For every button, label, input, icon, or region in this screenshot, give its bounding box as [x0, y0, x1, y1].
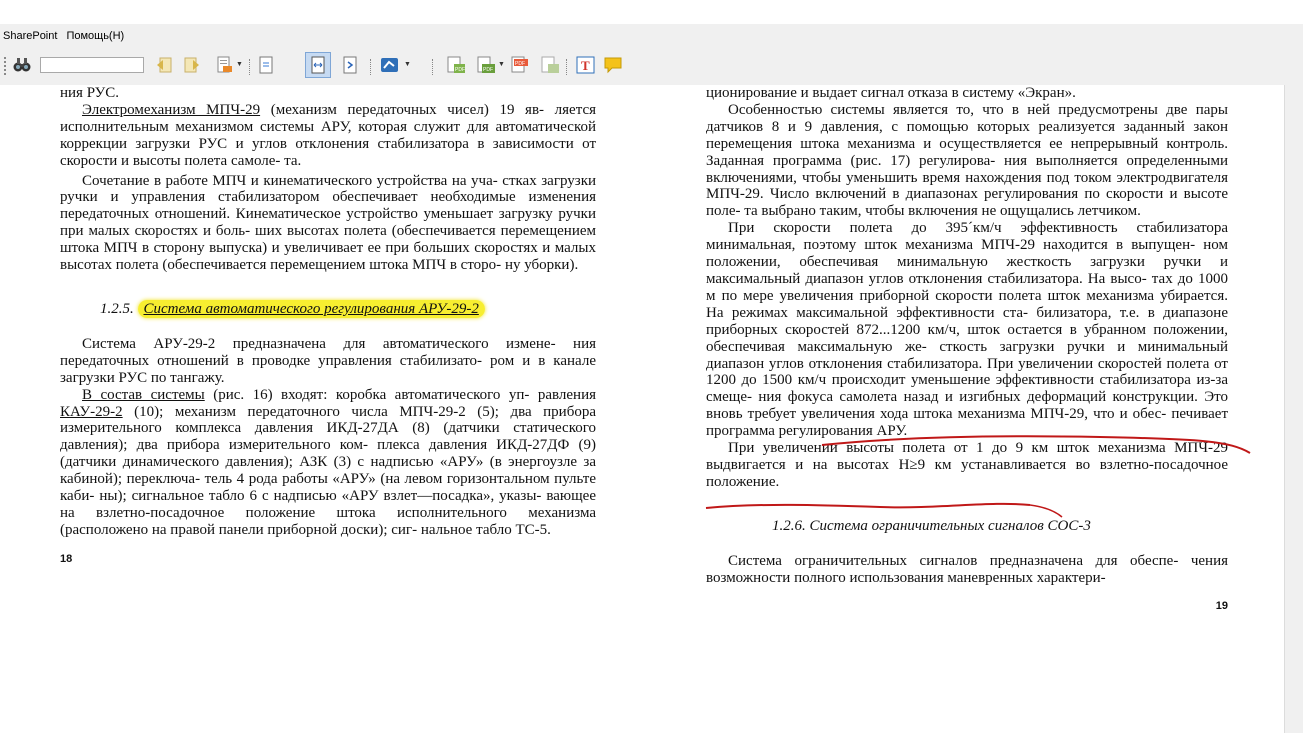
pdf-convert-icon[interactable] — [476, 55, 496, 75]
annotate-icon[interactable] — [380, 55, 400, 75]
text-line: для автоматической коррекции загрузки РУС и углов отклонения — [60, 118, 597, 152]
page-number-right: 19 — [1215, 600, 1228, 613]
text-line: сторону выпуска) и увеличивает ее при больших скоростях и малых — [153, 240, 596, 257]
pdf-convert-dropdown-icon[interactable]: ▼ — [498, 61, 505, 68]
text-line: (механизм передаточных чисел) 19 яв- — [260, 101, 545, 118]
paragraph-composition — [60, 387, 596, 539]
next-page-icon[interactable] — [182, 55, 202, 75]
text-line: (10); механизм передаточного числа МПЧ-29-2 — [122, 403, 466, 420]
text-line: (5); два прибора измерительного комплекса давления ИКД-27ДА (8) — [60, 403, 596, 437]
text-line: две пары датчиков 8 и 9 давления, с помощью которых реализуется — [706, 101, 1228, 135]
page-right — [706, 85, 1228, 615]
text-line: и максимальный диапазон углов отклонения стабилизатора. На высо- — [706, 254, 1228, 287]
text-line: плекса давления ИКД-27ДФ (9) (датчики динамического давления); — [60, 437, 596, 471]
text-line: АЗК (3) с надписью «АРУ» (в энергоузле за кабиной); переключа- — [60, 454, 596, 488]
vertical-scrollbar[interactable] — [1284, 85, 1303, 733]
find-icon[interactable] — [12, 55, 32, 75]
section-heading-1-2-5 — [100, 301, 596, 318]
text-line: ния передаточных отношений в проводке управления стабилизато- — [60, 335, 597, 369]
paragraph-electromechanism — [60, 102, 596, 170]
text-line: непрерывный контроль. Заданная программа (рис. 17) регулирова- — [706, 135, 1229, 169]
text-line: (рис. 16) входят: коробка автоматического уп- — [204, 386, 530, 403]
text-line: механизма убирается. На режимах максимальной эффективности ста- — [706, 287, 1228, 321]
fit-page-icon[interactable] — [256, 55, 276, 75]
text-line: Система ограничительных сигналов предназначена для обеспе- — [728, 552, 1179, 569]
term-kau: КАУ-29-2 — [60, 403, 123, 420]
window-top-area — [0, 0, 1303, 24]
find-input[interactable] — [40, 57, 144, 73]
text-line: равления — [537, 386, 596, 403]
text-line: Система АРУ-29-2 предназначена для автоматического измене- — [82, 335, 556, 352]
paragraph-aru-purpose — [60, 336, 596, 387]
svg-text:PDF: PDF — [483, 67, 493, 73]
menu-item-help[interactable]: Помощь(H) — [66, 29, 125, 42]
paragraph-combination — [60, 173, 596, 274]
text-line: стабилизатора в зависимости от скорости и высоты полета самоле- — [60, 135, 597, 169]
text-line: вающее на взлетно-посадочное положение штока исполнительного — [60, 488, 596, 521]
text-line: чения возможности полного использования маневренных характери- — [706, 552, 1228, 586]
text-line: тель 4 рода работы «АРУ» (на левом горизонтальном пульте каби- — [60, 471, 597, 505]
toolbar-separator — [249, 59, 251, 75]
prev-page-icon[interactable] — [154, 55, 174, 75]
export-icon[interactable] — [214, 55, 234, 75]
text-line: При увеличении высоты полета от 1 до 9 км шток механизма — [728, 440, 1166, 457]
section-heading-1-2-6: 1.2.6. Система ограничительных сигналов СОС-3 — [772, 517, 1091, 534]
fit-width-icon[interactable] — [305, 52, 331, 78]
svg-text:PDF: PDF — [515, 61, 525, 67]
svg-text:T: T — [581, 58, 590, 73]
text-line: та выбрано таким, чтобы включения не ощущались летчиком. — [744, 203, 1141, 220]
text-line: ном положении, обеспечивая минимальную жесткость загрузки ручки — [706, 237, 1229, 271]
paragraph-speed — [706, 220, 1228, 440]
text-line: та. — [284, 152, 302, 169]
toolbar-grip[interactable] — [4, 57, 8, 75]
paragraph-sos — [706, 553, 1228, 587]
text-line: нальное табло ТС-5. — [420, 521, 551, 538]
comment-icon[interactable] — [603, 55, 623, 75]
text-line: включений в диапазонах регулирования по скорости и высоте поле- — [706, 186, 1229, 220]
toolbar — [0, 47, 1303, 86]
pdf-print-icon[interactable] — [510, 55, 530, 75]
pdf-to-image-icon[interactable] — [446, 55, 466, 75]
svg-text:PDF: PDF — [455, 67, 465, 73]
export-dropdown-icon[interactable]: ▼ — [236, 61, 243, 68]
text-line: ших высотах полета (обеспечивается перемещением штока МПЧ в — [60, 223, 596, 257]
text-line: ляется исполнительным механизмом системы АРУ, которая служит — [60, 101, 597, 135]
paragraph-features — [706, 102, 1228, 220]
pdf-settings-icon[interactable] — [540, 55, 560, 75]
text-line: устройство уменьшает загрузку ручки при малых скоростях и боль- — [60, 206, 596, 240]
term-mpch-29: Электромеханизм МПЧ-29 — [82, 101, 261, 118]
text-line: МПЧ-29 выдвигается и на высотах Н≥9 км устанавливается во — [706, 440, 1229, 473]
text-line: ционирование и выдает сигнал отказа в систему «Экран». — [706, 85, 1076, 101]
toolbar-separator — [566, 59, 568, 75]
page-number-left: 18 — [60, 552, 73, 565]
term-composition: В состав системы — [82, 386, 205, 403]
toolbar-separator — [432, 59, 434, 75]
document-view — [0, 85, 1284, 733]
text-line: заданный закон перемещения штока механизма и осуществляется ее — [706, 118, 1228, 152]
text-line: Особенностью системы является то, что в ней предусмотрены — [728, 101, 1158, 118]
text-line: (датчики статического давления); два прибора измерительного ком- — [60, 420, 597, 454]
menu-item-sharepoint[interactable]: SharePoint — [3, 29, 58, 42]
toolbar-separator — [370, 59, 372, 75]
page-left — [60, 85, 596, 568]
text-line: ния РУС. — [60, 85, 120, 101]
text-line: вновь требует увеличения хода штока механизма МПЧ-29, что и обес- — [706, 406, 1167, 423]
menu-bar — [0, 24, 1303, 47]
text-line: билизатора, т.е. в диапазоне приборных скоростей 872...1200 км/ч, — [706, 304, 1228, 338]
text-line: ния выполняется определенными включениями, чтобы уменьшить — [706, 152, 1229, 186]
text-line: ны); сигнальное табло 6 с надписью «АРУ взлет—посадка», указы- — [99, 488, 542, 505]
text-line: тах до 1000 м по мере увеличения приборной скорости полета шток — [706, 270, 1229, 304]
text-line: время нахождения под током электродвигателя МПЧ-29. Число — [706, 169, 1228, 203]
text-line: происходит уменьшение эффективности стабилизатора из-за смеще- — [706, 372, 1229, 406]
text-line: сткость загрузки ручки и минимальный диапазон углов отклонения — [706, 338, 1228, 372]
text-line: ром и в канале загрузки РУС по тангажу. — [60, 352, 596, 386]
text-line: стабилизатора. При увеличении скоростей полета от 1200 до 1500 км/ч — [706, 355, 1228, 389]
text-line: необходимые изменения передаточных отношений. Кинематическое — [60, 189, 596, 223]
text-line: стках загрузки ручки и управления стабилизатором обеспечивает — [60, 172, 597, 206]
text-line: высотах полета (обеспечивается перемещением штока МПЧ в сторо- — [60, 257, 502, 274]
text-line: Сочетание в работе МПЧ и кинематического устройства на уча- — [82, 172, 498, 189]
text-line: минимальная, поэтому шток механизма МПЧ-29 находится в выпущен- — [706, 237, 1196, 254]
highlighted-heading: Система автоматического регулирования АРУ-29-2 — [138, 300, 485, 318]
text-line: При скорости полета до 395´км/ч эффективность стабилизатора — [728, 220, 1228, 237]
text-tool-icon[interactable] — [576, 55, 596, 75]
text-line: механизма (расположено на правой панели приборной доски); сиг- — [60, 504, 596, 538]
section-number: 1.2.5. — [100, 300, 138, 317]
text-line: взлетно-посадочное положение. — [706, 456, 1228, 490]
text-line: печивает программа регулирования АРУ. — [706, 406, 1228, 440]
text-line: ну уборки). — [504, 257, 579, 274]
actual-size-icon[interactable] — [340, 55, 360, 75]
paragraph-altitude — [706, 440, 1228, 491]
annotate-dropdown-icon[interactable]: ▼ — [404, 61, 411, 68]
text-line: ния фокуса самолета назад и изгибных деформаций конструкции. Это — [758, 389, 1228, 406]
text-line: шток остается в убранном положении, обеспечивая максимальную же- — [706, 321, 1229, 355]
